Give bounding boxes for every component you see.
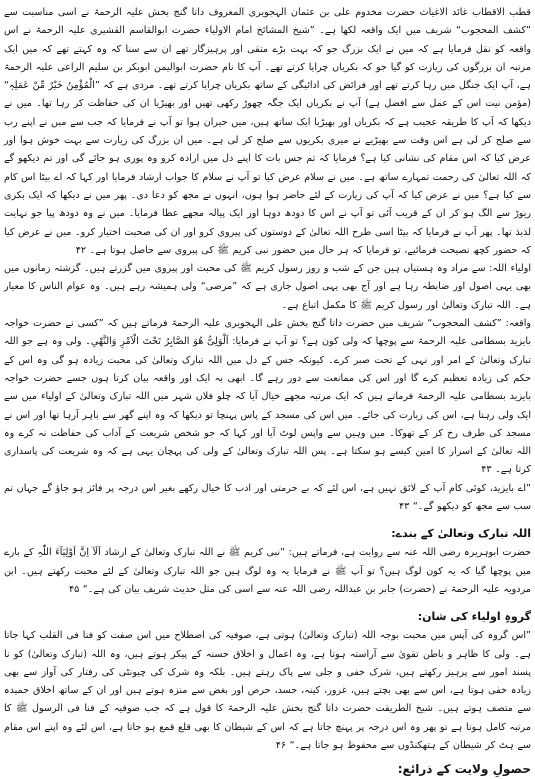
- body-paragraph: حضرت ابوہریرہ رضی اللہ عنہ سے روایت ہے، فرماتے ہیں: ”نبی کریم ﷺ نے اللہ تبارک وتعالیٰ کے ارشاد اَلَآ اِنَّ اَوْلِیَآءَ اللّٰہِ کے بارے میں پوچھا گیا کہ یہ کون لوگ ہیں؟ تو آپ ﷺ نے فرمایا یہ وہ لوگ ہیں جو اللہ تبارک وتعالیٰ کے لئے محبت رکھتے ہیں۔ ابن مردویہ علیہ الرحمۃ نے (حضرت) جابر بن عبداللہ رضی اللہ عنہ سے اسی کی مثل حدیث شریف بیان کی ہے۔“ ۴۵: [4, 547, 531, 595]
- section-heading: اللہ تبارک وتعالیٰ کے بندے:: [391, 527, 531, 541]
- section-heading: گروہِ اولیاء کی شان:: [417, 610, 531, 624]
- section-heading: حصولِ ولایت کے ذرائع:: [397, 762, 531, 777]
- document-page: [4, 4, 531, 777]
- paragraph-gap: [4, 516, 531, 524]
- body-paragraph: ”اے بایزید، کوئی کام آپ کے لائق نہیں ہے، اس لئے کہ بے حرمتی اور ادب کا خیال رکھے بغیر اس درجہ پر فائز ہو جاؤ گے جہاں تم سب سے مجھ کو دیکھو گے۔“ ۴۳: [4, 482, 531, 513]
- body-paragraph: واقعہ: ”کشف المحجوب“ شریف میں حضرت داتا گنج بخش علی الہجویری علیہ الرحمۃ فرماتے ہیں کہ ”کسی نے حضرت خواجہ بایزید بسطامی علیہ الرحمۃ سے پوچھا کہ ولی کون ہے؟ تو آپ نے فرمایا: اَلْوَلِیُّ ھُوَ الصَّابِرُ تَحْتَ الْاَمْرِ وَالنَّھْیِ۔ ولی وہ ہے جو اللہ تبارک وتعالیٰ کے امر اور نہی کے تحت صبر کرے۔ کیونکہ جس کے دل میں اللہ تبارک وتعالیٰ کی محبت زیادہ ہو گی وہ اس کے حکم کی زیادہ تعظیم کرے گا اور اس کی ممانعت سے دور رہے گا۔ ابھی یہ ایک اور واقعہ بیان کرتا ہوں جسے حضرت خواجہ بایزید بسطامی علیہ الرحمۃ فرماتے ہیں کہ ایک مرتبہ مجھے خیال آیا کہ چلو فلاں شہر میں اللہ تبارک وتعالیٰ کے اولیاء میں سے ایک ولی رہتا ہے، اس کی زیارت کی جائے۔ میں اس کی مسجد کے پاس پہنچا تو دیکھا کہ وہ اپنے گھر سے باہر آرہا تھا اور اس نے مسجد کی طرف رخ کر کے تھوکا۔ میں وہیں سے واپس لوٹ آیا اور کہا کہ جو شخص شریعت کے آداب کی حفاظت نہ کرے وہ اللہ تعالیٰ کے اسرار کا امین کیسے ہو سکتا ہے۔ پس اللہ تبارک وتعالیٰ کے ولی کی پہچان یہی ہے کہ وہ شریعت کی پاسداری کرتا ہے۔ ۴۳: [4, 318, 531, 476]
- body-paragraph: قطب الاقطاب غائد الاغیاث حضرت مخدوم علی بن عثمان الہجویری المعروف داتا گنج بخش علیہ الرحمۃ نے اسی مناسبت سے ”کشف المحجوب“ شریف میں ایک واقعہ لکھا ہے۔ ”شیخ المشائخ امام الاولیاء حضرت ابوالقاسم القشیری علیہ الرحمۃ نے اس واقعہ کو نقل فرمایا ہے کہ میں نے ایک بزرگ جو کہ بہت بڑے متقی اور پرہیزگار تھے ان سے سنا کہ وہ کہتے تھے کہ میں ایک مرتبہ ان بزرگوں کی زیارت کو گیا جو کہ بکریاں چرایا کرتے تھے۔ آپ کا نام حضرت ابوالیمن ابوبکر بن سلیم الراعی علیہ الرحمۃ ہے، آپ ایک جنگل میں رہا کرتے تھے اور فرائض کی ادائیگی کے ساتھ بکریاں چرایا کرتے تھے۔ مردی ہے کہ ”الْمُؤْمِنُ خَیْرٌ مِّنْ عَمَلِہٖ“ (مؤمن نیت اس کے عمل سے افضل ہے) آپ نے بکریاں ایک جگہ چھوڑ رکھی تھیں اور بھیڑیا ان کی حفاظت کر رہا تھا۔ میں نے دیکھا کہ آپ کا طریقہ عجیب ہے کہ بکریاں اور بھیڑیا ایک ساتھ ہیں، میں حیران ہوا تو آپ نے فرمایا کہ جب سے میں نے اپنے رب سے صلح کر لی ہے اس وقت سے بھیڑیے نے میری بکریوں سے صلح کر لی ہے۔ میں ان بزرگ کی زیارت سے بہت خوش ہوا اور عرض کیا کہ اس مقام کی نشانی کیا ہے؟ فرمایا کہ تم جس بات کا اپنے دل میں ارادہ کرو وہ پوری ہو جائے گی اور تم دیکھو گے کہ اللہ تعالیٰ کی رحمت تمہارے ساتھ ہے۔ میں نے سلام عرض کیا تو آپ نے سلام کا جواب ارشاد فرمایا اور کہا کہ اے بیٹا اس کام سے کیا ہے؟ میں نے عرض کیا کہ آپ کی زیارت کے لئے حاضر ہوا ہوں، انہوں نے مجھ کو دعا دی۔ پھر میں نے دیکھا کہ ایک بکری ریوڑ سے الگ ہو کر ان کے قریب آئی تو آپ نے اس کا دودھ دوہا اور ایک پیالہ مجھے عطا فرمایا۔ میں نے وہ دودھ پیا جو نہایت لذیذ تھا۔ پھر آپ نے فرمایا کہ بیٹا اسی طرح اللہ تعالیٰ کے دوستوں کی پیروی کرو اور ان کی صحبت اختیار کرو۔ میں نے عرض کیا کہ حضور کچھ نصیحت فرمائیے، تو فرمایا کہ ہر حال میں حضور نبی کریم ﷺ کی پیروی سے حاصل ہوتا ہے۔ ۴۲: [4, 7, 531, 256]
- body-paragraph: اولیاء اللہ: سے مراد وہ ہستیاں ہیں جن کے شب و روز رسول کریم ﷺ کی محبت اور پیروی میں گزرتے ہیں۔ گزشتہ زمانوں میں بھی یہی اصول اور ضابطہ رہا ہے اور آج بھی یہی اصول جاری ہے کہ ”مرضی“ ولی ہمیشہ رہے ہیں۔ وہ عوام الناس کا معیار ہے۔ اللہ تبارک وتعالیٰ اور رسول کریم ﷺ کا مکمل اتباع ہے۔: [4, 263, 531, 311]
- body-paragraph: ”اس گروہ کی آپس میں محبت بوجہ اللہ (تبارک وتعالیٰ) ہوتی ہے، صوفیہ کی اصطلاح میں اس صفت کو فنا فی القلب کہا جاتا ہے۔ ولی کا ظاہر و باطن تقویٰ سے آراستہ ہوتا ہے، وہ اعمال و اخلاق حسنہ کے پیکر ہوتے ہیں، وہ اللہ (تبارک وتعالیٰ) کو نا پسند امور سے پرہیز رکھتے ہیں، شرک خفی و جلی سے پاک رہتے ہیں۔ بلکہ وہ شرک کی چیونٹی کی رفتار کی آواز سے بھی زیادہ خفی ہوتا ہے، اس سے بھی بچتے ہیں، غرور، کینہ، حسد، حرص اور بغض سے منزہ ہوتے ہیں اور ان کے ساتھ اخلاق حمیدہ سے متصف ہوتے ہیں۔ شیخ الطریقت حضرت داتا گنج بخش علیہ الرحمۃ کا قول ہے کہ جب صوفیہ کے فنا فی الرسول ﷺ کا مرتبہ کامل ہوتا ہے تو پھر وہ اس درجہ پر پہنچ جاتا ہے کہ اس کے شیطان کا بھی قلع قمع ہو جاتا ہے، اس لئے وہ اپنے اس مقام سے ہٹ کر شیطان کے ہتھکنڈوں سے محفوظ ہو جاتا ہے۔“ ۴۶: [4, 630, 531, 751]
- paragraph-gap: [4, 599, 531, 607]
